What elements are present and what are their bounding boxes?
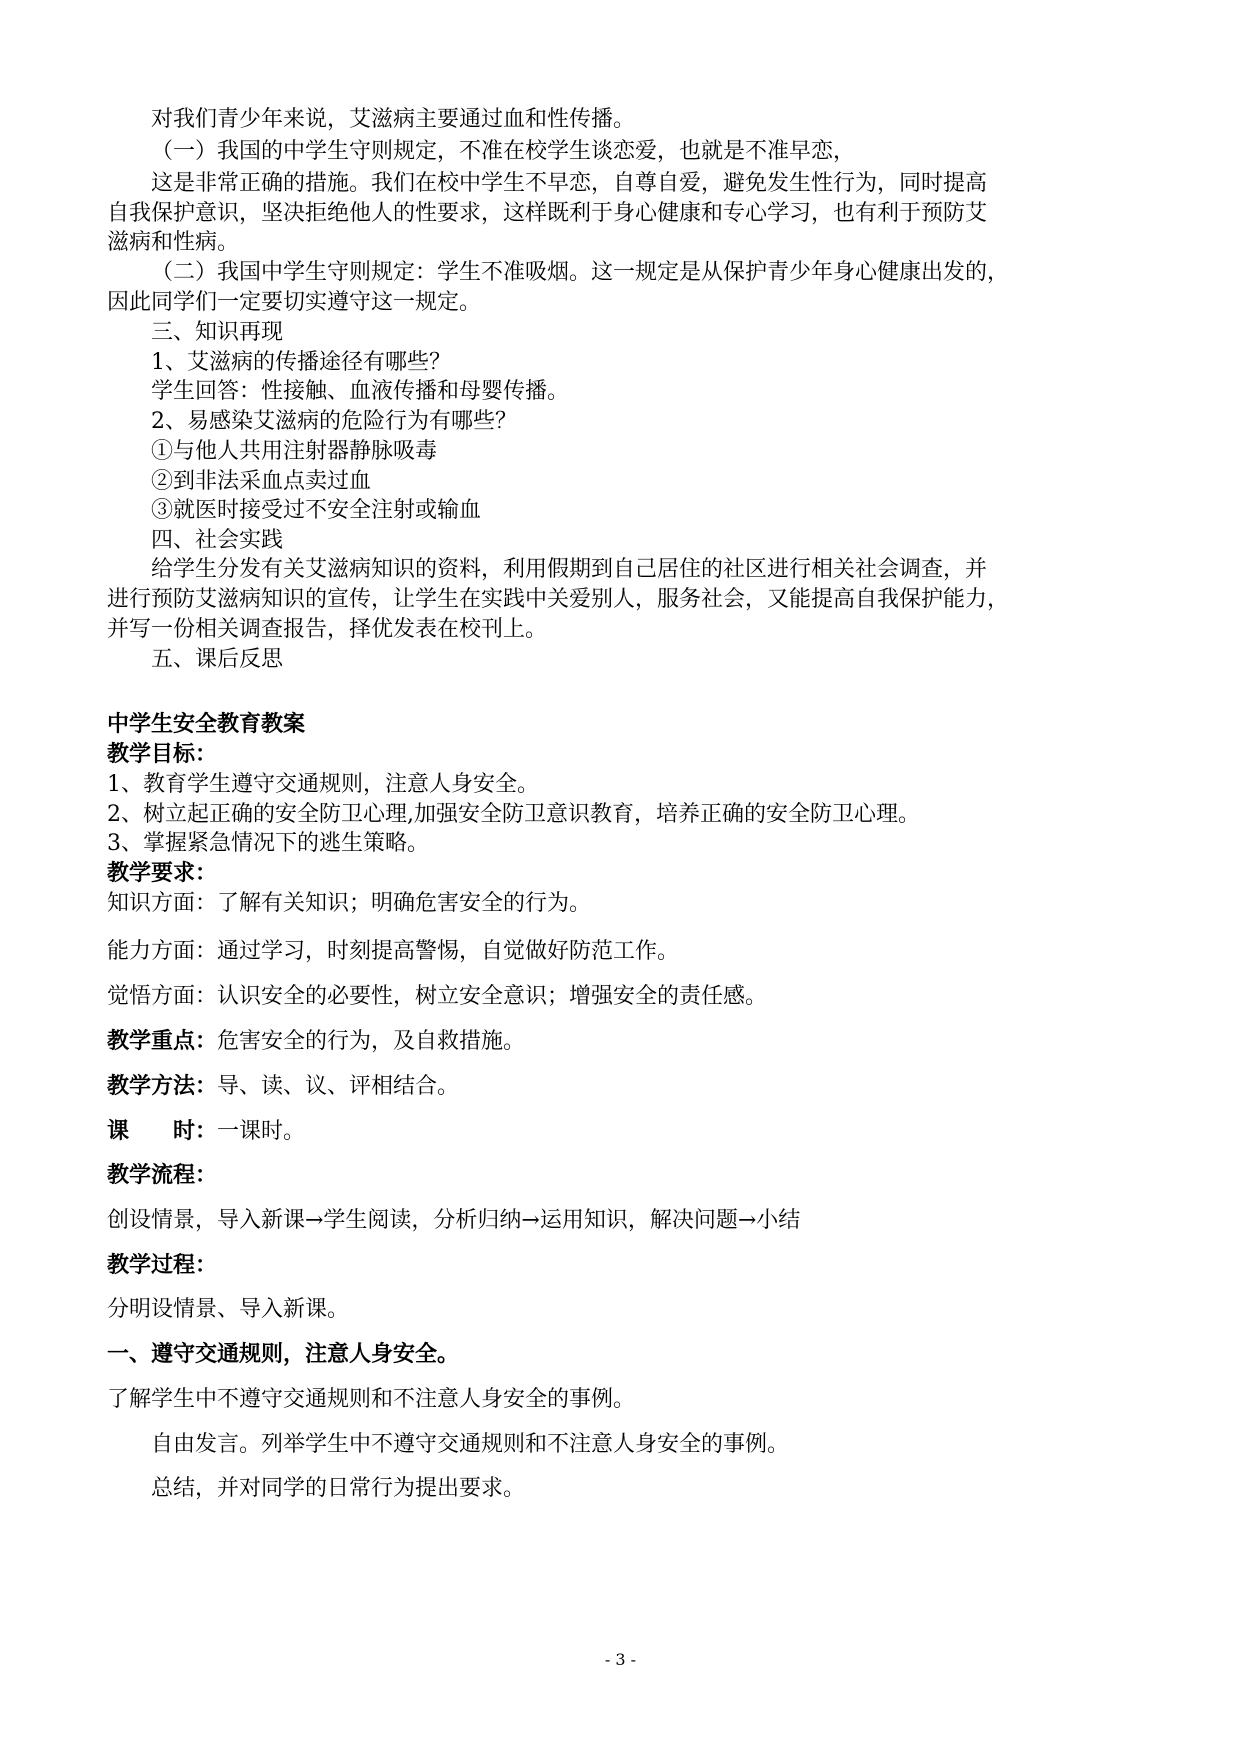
part-one-line1: 了解学生中不遵守交通规则和不注意人身安全的事例。: [107, 1387, 636, 1412]
practice-line2: 进行预防艾滋病知识的宣传，让学生在实践中关爱别人，服务社会，又能提高自我保护能力，: [107, 587, 1010, 612]
flow-heading: 教学流程：: [107, 1163, 218, 1188]
hours-value: 一课时。: [217, 1119, 306, 1144]
requirement-knowledge: 知识方面：了解有关知识；明确危害安全的行为。: [107, 891, 592, 916]
process-intro: 分明设情景、导入新课。: [107, 1297, 350, 1322]
method-label: 教学方法：: [107, 1074, 218, 1099]
goal-item-1: 1、教育学生遵守交通规则，注意人身安全。: [107, 772, 539, 797]
requirement-ability: 能力方面：通过学习，时刻提高警惕，自觉做好防范工作。: [107, 939, 680, 964]
focus-value: 危害安全的行为，及自救措施。: [217, 1029, 526, 1054]
risk-item-1: ①与他人共用注射器静脉吸毒: [151, 439, 438, 464]
method-value: 导、读、议、评相结合。: [217, 1074, 460, 1099]
rule1-line1: （一）我国的中学生守则规定，不准在校学生谈恋爱，也就是不准早恋，: [151, 139, 856, 164]
requirement-awareness: 觉悟方面：认识安全的必要性，树立安全意识；增强安全的责任感。: [107, 984, 768, 1009]
rule1-line4: 滋病和性病。: [107, 230, 240, 255]
page-number: - 3 -: [604, 1650, 637, 1669]
rule2-line2: 因此同学们一定要切实遵守这一规定。: [107, 290, 482, 315]
lesson-title: 中学生安全教育教案: [107, 712, 306, 737]
section-heading-reflection: 五、课后反思: [151, 647, 284, 672]
paragraph-intro: 对我们青少年来说，艾滋病主要通过血和性传播。: [151, 107, 636, 132]
section-heading-practice: 四、社会实践: [151, 528, 284, 553]
goal-item-3: 3、掌握紧急情况下的逃生策略。: [107, 831, 429, 856]
goal-item-2: 2、树立起正确的安全防卫心理,加强安全防卫意识教育，培养正确的安全防卫心理。: [107, 802, 920, 827]
answer-1: 学生回答：性接触、血液传播和母婴传播。: [151, 379, 570, 404]
method-row: [107, 1073, 459, 1101]
part-one-heading: 一、遵守交通规则，注意人身安全。: [107, 1342, 460, 1367]
rule1-line2: 这是非常正确的措施。我们在校中学生不早恋，自尊自爱，避免发生性行为，同时提高: [151, 171, 988, 196]
part-one-line3: 总结，并对同学的日常行为提出要求。: [151, 1476, 526, 1501]
risk-item-2: ②到非法采血点卖过血: [151, 469, 372, 494]
question-1: 1、艾滋病的传播途径有哪些？: [151, 350, 451, 375]
focus-label: 教学重点：: [107, 1029, 218, 1054]
goals-heading: 教学目标：: [107, 742, 218, 767]
focus-row: [107, 1028, 525, 1056]
practice-line1: 给学生分发有关艾滋病知识的资料，利用假期到自己居住的社区进行相关社会调查，并: [151, 557, 988, 582]
rule1-line3: 自我保护意识，坚决拒绝他人的性要求，这样既利于身心健康和专心学习，也有利于预防艾: [107, 201, 988, 226]
process-heading: 教学过程：: [107, 1253, 218, 1278]
part-one-line2: 自由发言。列举学生中不遵守交通规则和不注意人身安全的事例。: [151, 1432, 790, 1457]
section-heading-knowledge: 三、知识再现: [151, 320, 284, 345]
question-2: 2、易感染艾滋病的危险行为有哪些？: [151, 409, 517, 434]
hours-label-first: 课: [107, 1119, 130, 1144]
hours-row: [107, 1118, 305, 1146]
requirements-heading: 教学要求：: [107, 861, 218, 886]
rule2-line1: （二）我国中学生守则规定：学生不准吸烟。这一规定是从保护青少年身心健康出发的，: [151, 260, 1010, 285]
flow-value: 创设情景，导入新课→学生阅读，分析归纳→运用知识，解决问题→小结: [107, 1208, 801, 1233]
practice-line3: 并写一份相关调查报告，择优发表在校刊上。: [107, 617, 548, 642]
hours-label-second: 时：: [173, 1119, 218, 1144]
risk-item-3: ③就医时接受过不安全注射或输血: [151, 498, 482, 523]
